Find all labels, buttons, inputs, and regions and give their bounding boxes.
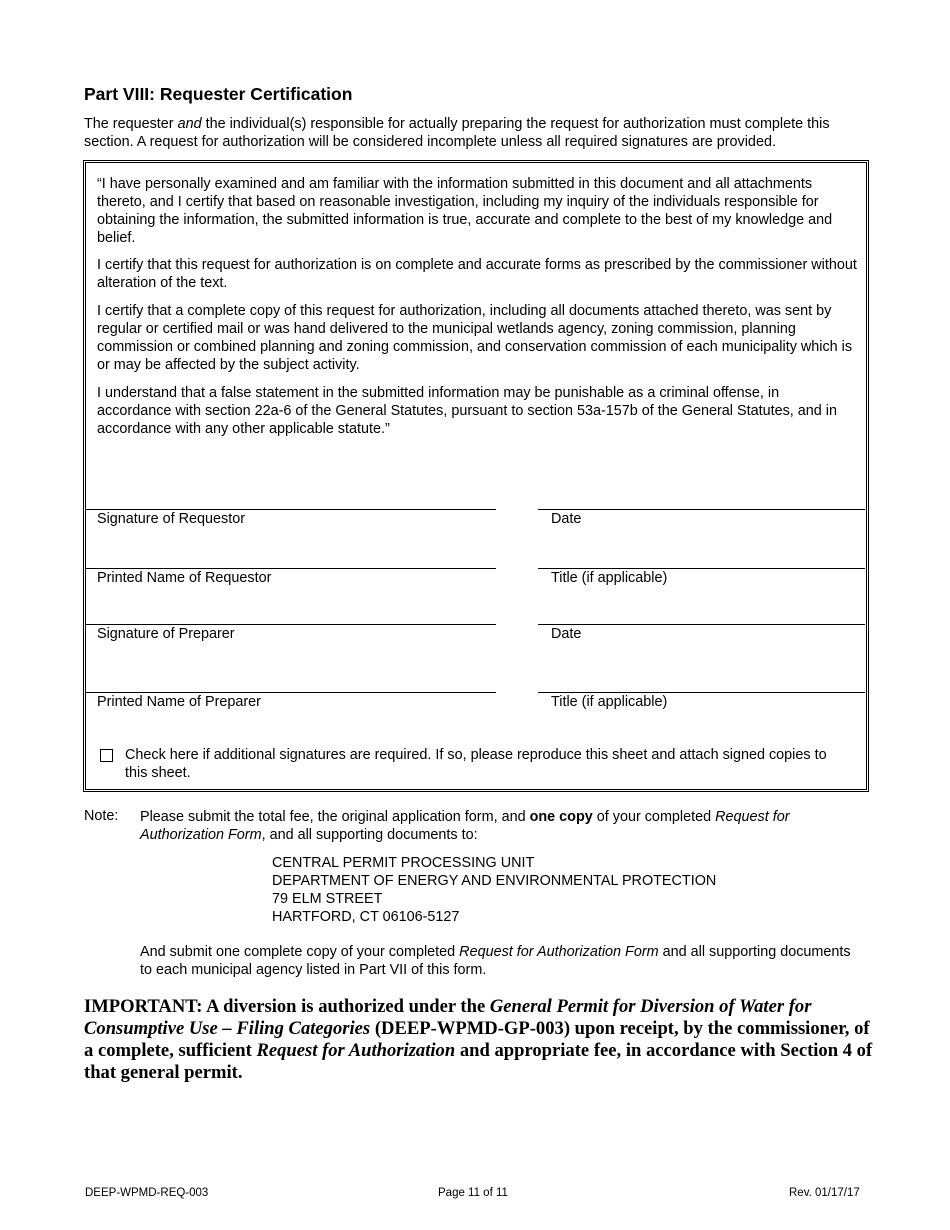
certification-paragraph-3: I certify that a complete copy of this request for authorization, including all documents attached thereto, was sent by regular or certified mail or was hand delivered to the municipal wetlands agency, zoning commission, planning commission or combined planning and zoning commission, and conservation commission of each municipality which is or may be affected by the subject activity. (97, 303, 853, 373)
preparer-date-line[interactable] (538, 624, 865, 625)
requestor-title-line[interactable] (538, 568, 865, 569)
note-part-1: Please submit the total fee, the original application form, and (140, 809, 530, 825)
address-line-3: 79 ELM STREET (272, 891, 383, 907)
requestor-name-label: Printed Name of Requestor (97, 570, 272, 586)
address-line-4: HARTFORD, CT 06106-5127 (272, 909, 460, 925)
important-italic-2: Request for Authorization (256, 1040, 456, 1061)
page-title: Part VIII: Requester Certification (84, 84, 353, 104)
preparer-name-label: Printed Name of Preparer (97, 694, 261, 710)
preparer-date-label: Date (551, 626, 582, 642)
preparer-signature-line[interactable] (86, 624, 496, 625)
important-italic-1: General Permit for Diversion of Water for Consumptive Use – Filing Categories (84, 996, 812, 1039)
important-notice (84, 996, 874, 1084)
preparer-title-line[interactable] (538, 692, 865, 693)
preparer-name-line[interactable] (86, 692, 496, 693)
submit-instructions (140, 943, 860, 979)
important-part-1: IMPORTANT: A diversion is authorized under the (84, 996, 490, 1017)
note-italic: Request for Authorization Form (140, 809, 790, 843)
intro-text (84, 115, 874, 151)
intro-post: the individual(s) responsible for actually preparing the request for authorization must complete this section. A request for authorization will be considered incomplete unless all required signatures are provided. (84, 116, 830, 150)
footer-form-id: DEEP-WPMD-REQ-003 (85, 1187, 209, 1199)
requestor-signature-line[interactable] (86, 509, 496, 510)
requestor-signature-label: Signature of Requestor (97, 511, 245, 527)
certification-paragraph-4: I understand that a false statement in the submitted information may be punishable as a criminal offense, in accordance with section 22a-6 of the General Statutes, pursuant to section 53a-157b of the General Statutes, and in accordance with any other applicable statute.” (97, 385, 837, 437)
mailing-address (272, 854, 716, 926)
footer-page-number: Page 11 of 11 (438, 1187, 508, 1199)
intro-emphasis: and (177, 116, 202, 132)
address-line-2: DEPARTMENT OF ENERGY AND ENVIRONMENTAL PROTECTION (272, 873, 717, 889)
note-label: Note: (84, 808, 119, 824)
note-part-2: of your completed (592, 809, 716, 825)
requestor-date-label: Date (551, 511, 582, 527)
intro-pre: The requester (84, 116, 178, 132)
submit-italic: Request for Authorization Form (459, 944, 659, 960)
footer-revision: Rev. 01/17/17 (789, 1187, 860, 1199)
note-text (140, 808, 860, 844)
important-part-2: (DEEP-WPMD-GP-003) upon receipt, by the commissioner, of a complete, sufficient (84, 1018, 870, 1061)
requestor-date-line[interactable] (538, 509, 865, 510)
submit-part-2: and all supporting documents to each municipal agency listed in Part VII of this form. (140, 944, 851, 978)
additional-signatures-checkbox[interactable] (100, 749, 113, 762)
requestor-name-line[interactable] (86, 568, 496, 569)
requestor-title-label: Title (if applicable) (551, 570, 668, 586)
additional-signatures-label: Check here if additional signatures are required. If so, please reproduce this sheet and attach signed copies to this sheet. (125, 747, 827, 781)
important-part-3: and appropriate fee, in accordance with Section 4 of that general permit. (84, 1040, 873, 1083)
note-part-3: , and all supporting documents to: (261, 827, 478, 843)
submit-part-1: And submit one complete copy of your completed (140, 944, 460, 960)
certification-paragraph-2: I certify that this request for authorization is on complete and accurate forms as prescribed by the commissioner without alteration of the text. (97, 257, 857, 291)
certification-paragraph-1: “I have personally examined and am familiar with the information submitted in this document and all attachments thereto, and I certify that based on reasonable investigation, including my inquiry of the individuals responsible for obtaining the information, the submitted information is true, accurate and complete to the best of my knowledge and belief. (97, 176, 833, 246)
preparer-title-label: Title (if applicable) (551, 694, 668, 710)
preparer-signature-label: Signature of Preparer (97, 626, 235, 642)
address-line-1: CENTRAL PERMIT PROCESSING UNIT (272, 855, 535, 871)
note-bold: one copy (529, 809, 593, 825)
